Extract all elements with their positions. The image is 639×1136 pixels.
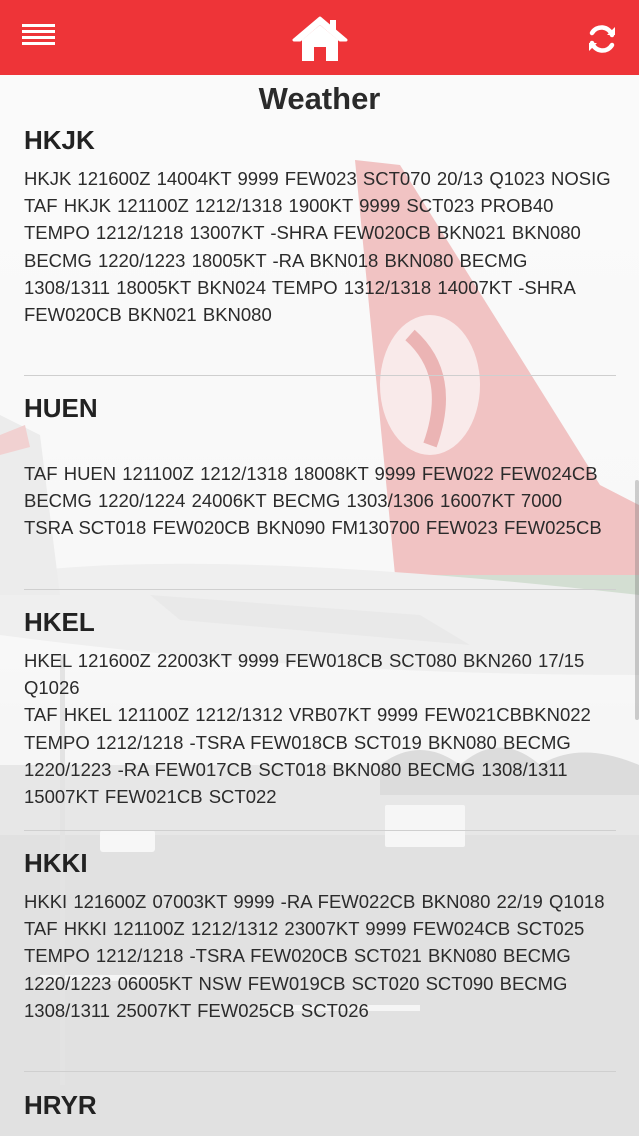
page-title: Weather <box>258 81 381 116</box>
refresh-icon <box>585 22 619 56</box>
home-icon <box>290 14 350 64</box>
menu-button[interactable] <box>22 24 56 52</box>
station-divider <box>24 1071 616 1072</box>
hamburger-menu-icon <box>22 24 56 52</box>
station-card-hkjk[interactable] <box>24 125 616 328</box>
station-card-hryr[interactable] <box>24 1090 616 1120</box>
taf-text: TAF HKKI 121100Z 1212/1312 23007KT 9999 FEW024CB SCT025 TEMPO 1212/1218 -TSRA FEW020CB SCT021 BKN080 BECMG 1220/1223 06005KT NSW FEW019CB SCT020 SCT090 BECMG 1308/1311 25007KT FEW025CB SCT026 <box>24 918 585 1021</box>
station-code: HKEL <box>24 607 95 637</box>
station-divider <box>24 589 616 590</box>
taf-text: TAF HUEN 121100Z 1212/1318 18008KT 9999 FEW022 FEW024CB BECMG 1220/1224 24006KT BECMG 1303/1306 16007KT 7000 TSRA SCT018 FEW020CB BKN090 FM130700 FEW023 FEW025CB <box>24 463 602 539</box>
taf-text: TAF HKJK 121100Z 1212/1318 1900KT 9999 SCT023 PROB40 TEMPO 1212/1218 13007KT -SHRA FEW020CB BKN021 BKN080 BECMG 1220/1223 18005KT -RA BKN018 BKN080 BECMG 1308/1311 18005KT BKN024 TEMPO 1312/1318 14007KT -SHRA FEW020CB BKN021 BKN080 <box>24 195 581 326</box>
metar-text: HKJK 121600Z 14004KT 9999 FEW023 SCT070 20/13 Q1023 NOSIG <box>24 168 611 189</box>
scroll-indicator[interactable] <box>635 480 639 720</box>
station-code: HUEN <box>24 393 98 423</box>
station-divider <box>24 830 616 831</box>
app-bar <box>0 0 639 75</box>
metar-text: HKKI 121600Z 07003KT 9999 -RA FEW022CB BKN080 22/19 Q1018 <box>24 891 605 912</box>
station-card-huen[interactable] <box>24 393 616 542</box>
taf-text: TAF HKEL 121100Z 1212/1312 VRB07KT 9999 FEW021CBBKN022 TEMPO 1212/1218 -TSRA FEW018CB SCT019 BKN080 BECMG 1220/1223 -RA FEW017CB SCT018 BKN080 BECMG 1308/1311 15007KT FEW021CB SCT022 <box>24 704 591 808</box>
station-code: HKKI <box>24 848 88 878</box>
home-button[interactable] <box>290 14 350 64</box>
station-divider <box>24 375 616 376</box>
station-card-hkel[interactable] <box>24 607 616 810</box>
metar-text: HKEL 121600Z 22003KT 9999 FEW018CB SCT080 BKN260 17/15 Q1026 <box>24 650 585 699</box>
station-code: HKJK <box>24 125 95 155</box>
weather-content <box>0 75 639 1136</box>
station-code: HRYR <box>24 1090 97 1120</box>
station-card-hkki[interactable] <box>24 848 616 1024</box>
metar-text <box>24 433 616 460</box>
refresh-button[interactable] <box>585 22 619 56</box>
